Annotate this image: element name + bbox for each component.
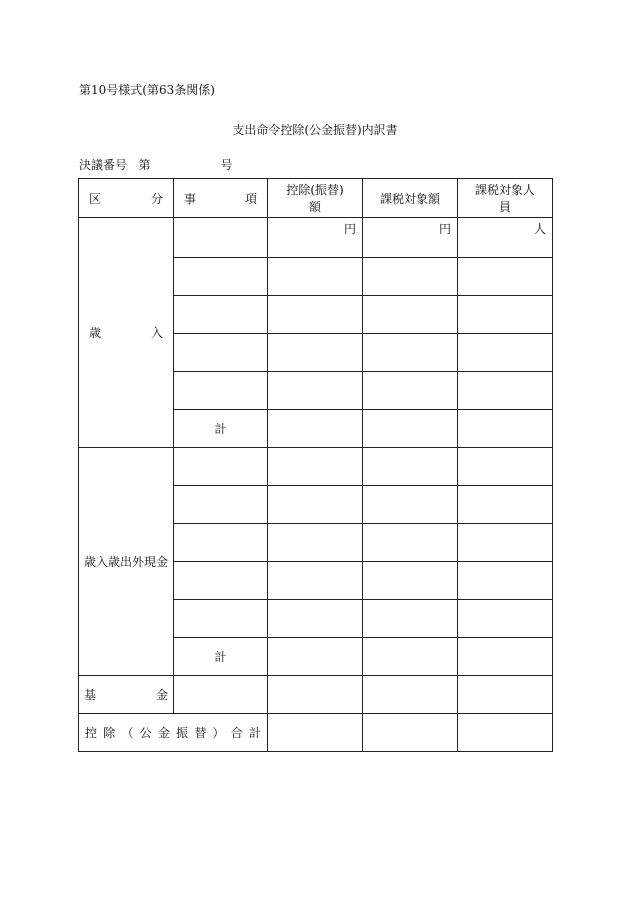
item-cell[interactable]: [174, 296, 268, 334]
persons-cell[interactable]: [458, 600, 553, 638]
taxable-cell[interactable]: [363, 258, 458, 296]
amount-cell[interactable]: [268, 638, 363, 676]
amount-cell[interactable]: [268, 562, 363, 600]
item-cell[interactable]: [174, 448, 268, 486]
header-taxable-amount: 課税対象額: [363, 179, 458, 218]
amount-cell[interactable]: [268, 448, 363, 486]
taxable-cell[interactable]: [363, 600, 458, 638]
taxable-cell[interactable]: [363, 372, 458, 410]
subtotal-label: 計: [174, 410, 268, 448]
table-row: [79, 448, 553, 486]
taxable-cell[interactable]: [363, 334, 458, 372]
header-item: 事 項: [174, 179, 268, 218]
amount-cell[interactable]: [268, 714, 363, 752]
section-revenue-label: 歳 入: [79, 218, 174, 448]
item-cell[interactable]: [174, 600, 268, 638]
unit-yen: 円: [268, 218, 363, 258]
amount-cell[interactable]: [268, 600, 363, 638]
resolution-suffix: 号: [220, 158, 233, 172]
taxable-cell[interactable]: [363, 562, 458, 600]
persons-cell[interactable]: [458, 676, 553, 714]
persons-cell[interactable]: [458, 372, 553, 410]
fund-label: 基 金: [79, 676, 174, 714]
amount-cell[interactable]: [268, 334, 363, 372]
taxable-cell[interactable]: [363, 486, 458, 524]
item-cell[interactable]: [174, 258, 268, 296]
taxable-cell[interactable]: [363, 524, 458, 562]
item-cell[interactable]: [174, 676, 268, 714]
total-row: [79, 714, 553, 752]
resolution-label: 決議番号: [79, 158, 128, 172]
persons-cell[interactable]: [458, 258, 553, 296]
persons-cell[interactable]: [458, 448, 553, 486]
persons-cell[interactable]: [458, 714, 553, 752]
taxable-cell[interactable]: [363, 676, 458, 714]
header-category: 区 分: [79, 179, 174, 218]
persons-cell[interactable]: [458, 638, 553, 676]
taxable-cell[interactable]: [363, 410, 458, 448]
subtotal-label: 計: [174, 638, 268, 676]
amount-cell[interactable]: [268, 676, 363, 714]
persons-cell[interactable]: [458, 562, 553, 600]
breakdown-table: [78, 178, 553, 752]
taxable-cell[interactable]: [363, 714, 458, 752]
resolution-prefix: 第: [138, 158, 151, 172]
document-title: 支出命令控除(公金振替)内訳書: [232, 123, 398, 137]
item-cell[interactable]: [174, 334, 268, 372]
item-cell[interactable]: [174, 486, 268, 524]
fund-row: [79, 676, 553, 714]
resolution-number: [79, 156, 233, 173]
table-row: [79, 218, 553, 258]
item-cell[interactable]: [174, 218, 268, 258]
persons-cell[interactable]: [458, 296, 553, 334]
item-cell[interactable]: [174, 524, 268, 562]
amount-cell[interactable]: [268, 296, 363, 334]
header-deduction-amount: 控除(振替)額: [268, 179, 363, 218]
amount-cell[interactable]: [268, 372, 363, 410]
section-external-cash-label: 歳入歳出外現金: [79, 448, 174, 676]
amount-cell[interactable]: [268, 258, 363, 296]
header-row: [79, 179, 553, 218]
taxable-cell[interactable]: [363, 296, 458, 334]
persons-cell[interactable]: [458, 410, 553, 448]
unit-persons: 人: [458, 218, 553, 258]
persons-cell[interactable]: [458, 334, 553, 372]
amount-cell[interactable]: [268, 410, 363, 448]
unit-yen: 円: [363, 218, 458, 258]
persons-cell[interactable]: [458, 486, 553, 524]
taxable-cell[interactable]: [363, 448, 458, 486]
form-number: 第10号様式(第63条関係): [79, 83, 215, 97]
total-label: 控除（公金振替）合計: [79, 714, 268, 752]
amount-cell[interactable]: [268, 486, 363, 524]
header-taxable-persons: 課税対象人員: [458, 179, 553, 218]
item-cell[interactable]: [174, 372, 268, 410]
persons-cell[interactable]: [458, 524, 553, 562]
item-cell[interactable]: [174, 562, 268, 600]
amount-cell[interactable]: [268, 524, 363, 562]
taxable-cell[interactable]: [363, 638, 458, 676]
